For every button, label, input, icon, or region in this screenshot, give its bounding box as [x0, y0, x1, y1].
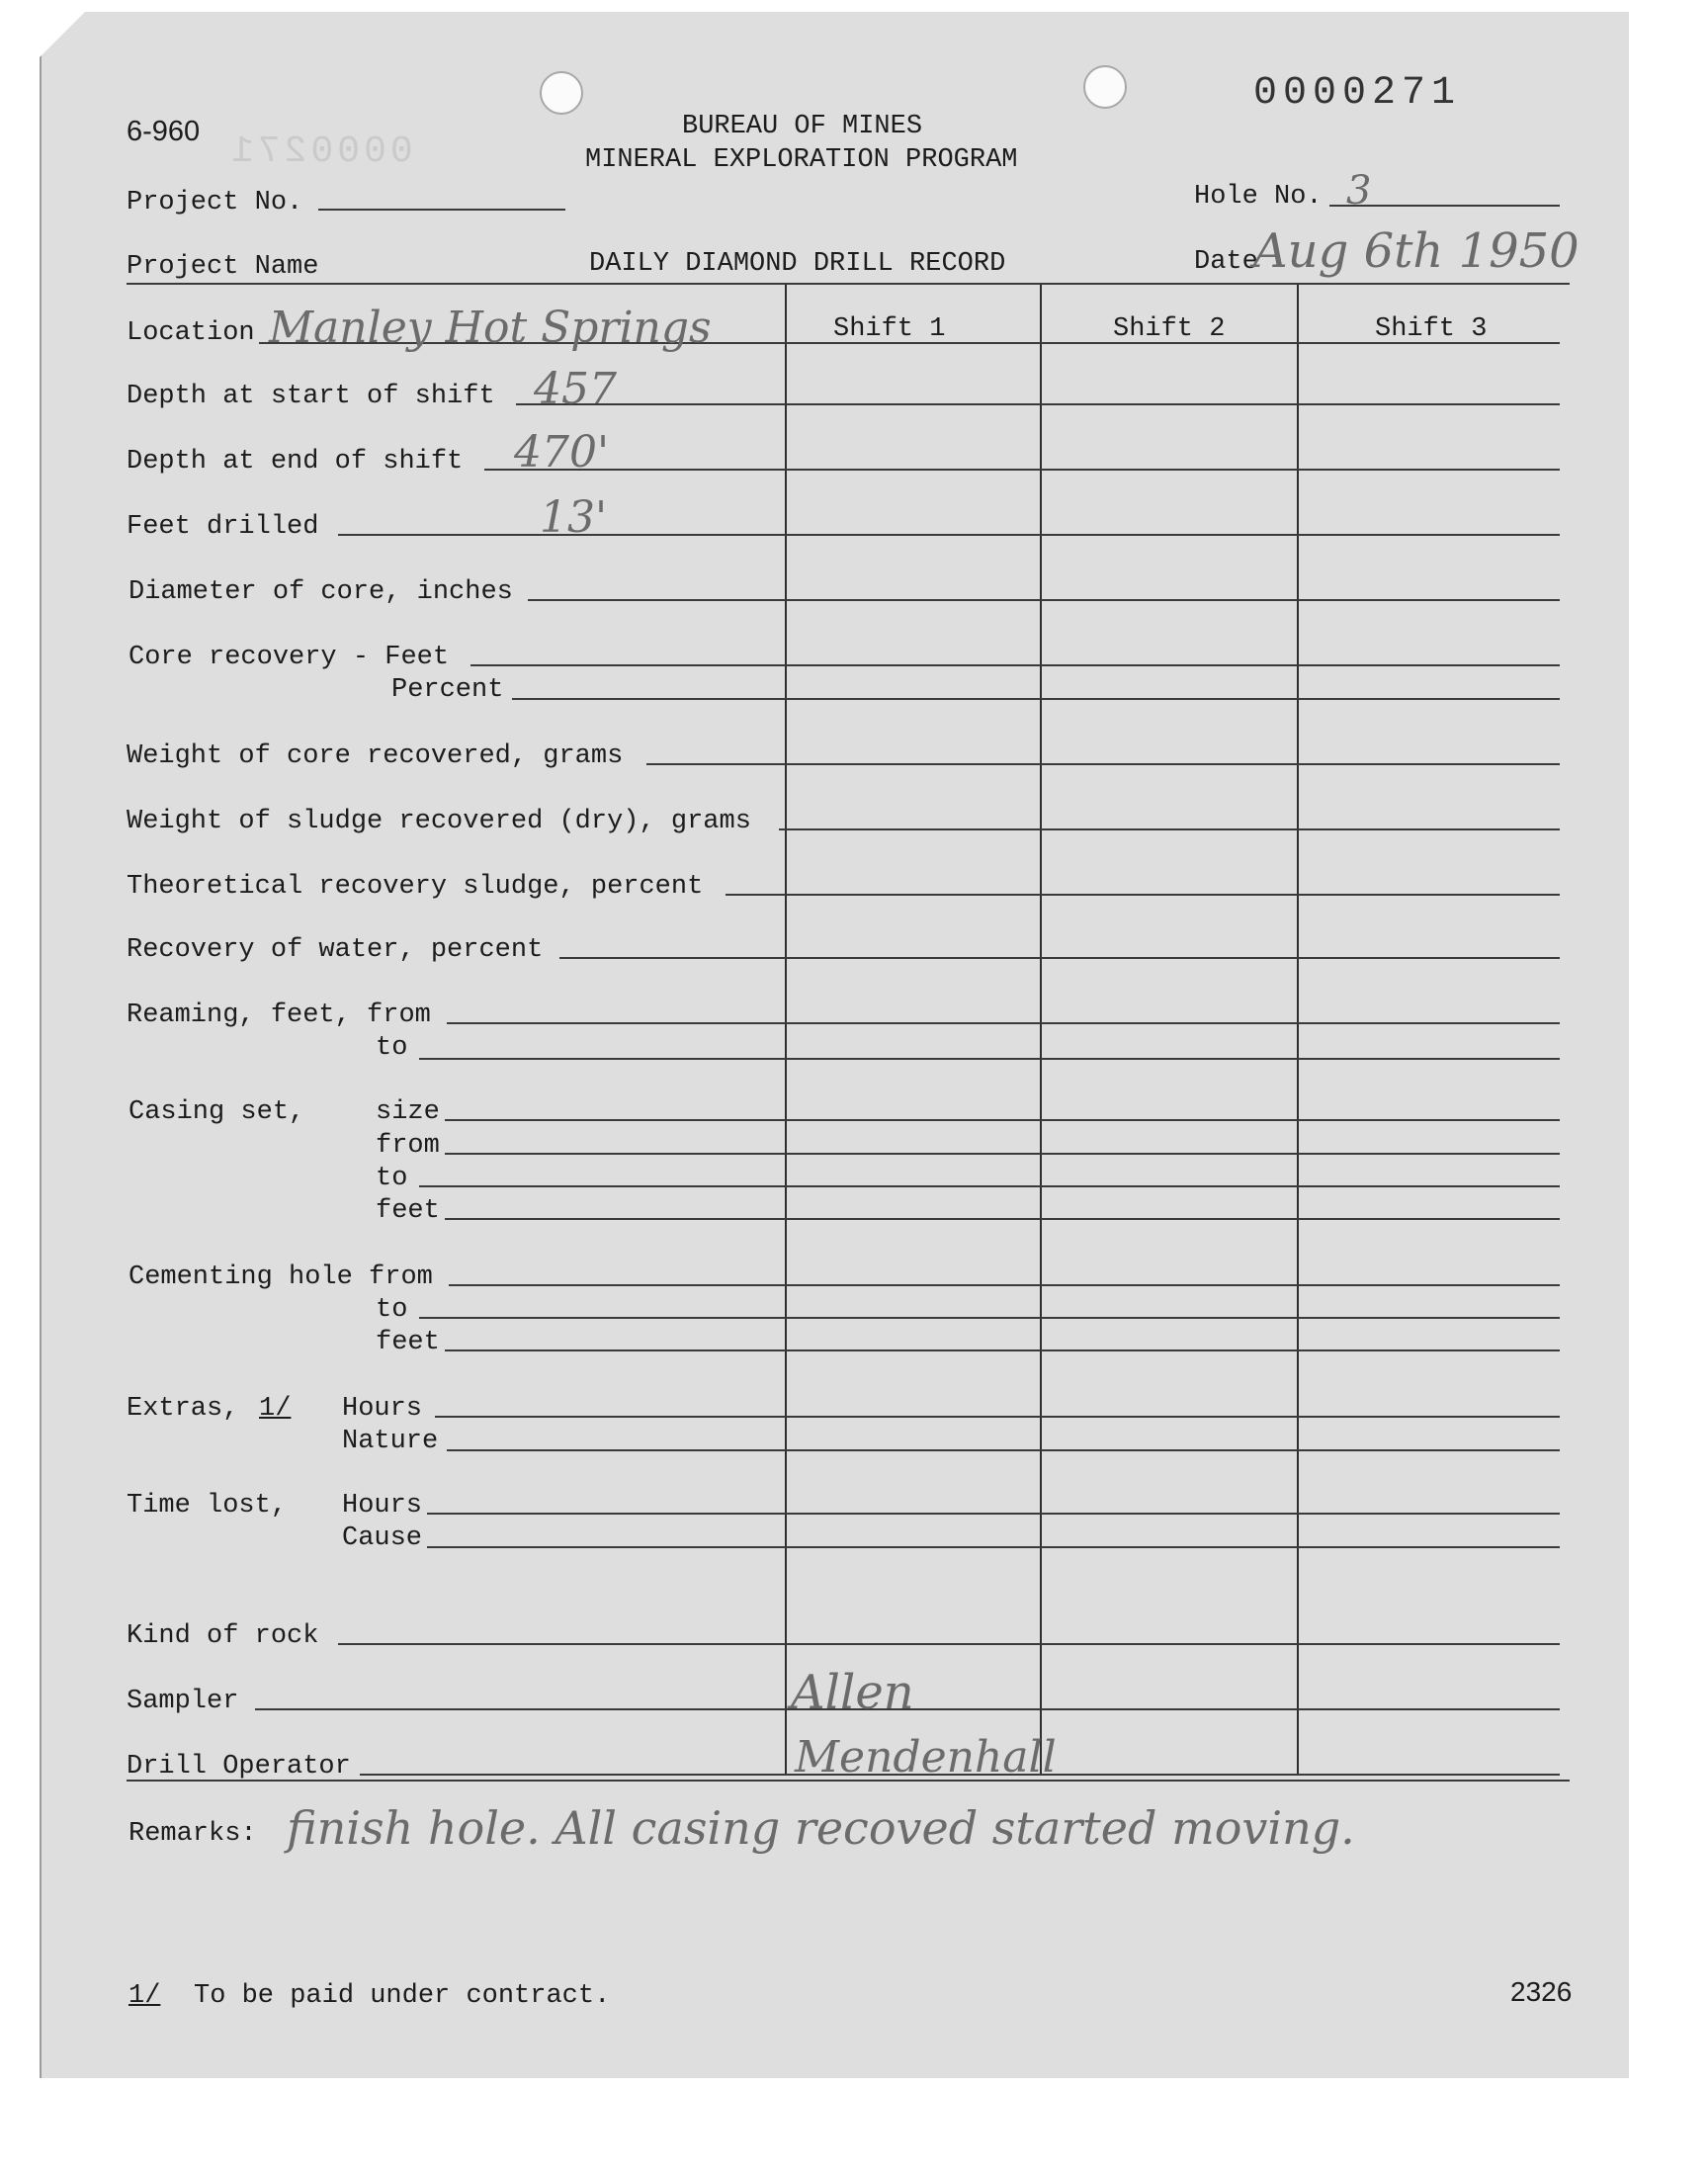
program-title: MINERAL EXPLORATION PROGRAM — [585, 145, 1018, 175]
depth-start-field[interactable] — [516, 403, 1560, 405]
casing-set-label: Casing set, — [128, 1097, 305, 1127]
reaming-to-field[interactable] — [419, 1058, 1560, 1060]
time-lost-hours-label: Hours — [342, 1491, 423, 1521]
reaming-from-field[interactable] — [447, 1022, 1560, 1024]
serial-number: 0000271 — [1253, 71, 1462, 116]
remarks-label: Remarks: — [128, 1819, 257, 1849]
column-divider-1 — [785, 285, 787, 1776]
punch-hole-left — [540, 71, 583, 115]
cementing-label: Cementing hole from — [128, 1262, 433, 1292]
cementing-feet-label: feet — [376, 1328, 440, 1357]
time-lost-cause-label: Cause — [342, 1523, 423, 1553]
weight-sludge-field[interactable] — [779, 828, 1560, 830]
time-lost-hours-field[interactable] — [427, 1513, 1560, 1515]
location-value: Manley Hot Springs — [269, 303, 712, 353]
footnote-mark: 1/ — [128, 1981, 161, 2011]
theoretical-field[interactable] — [726, 894, 1560, 896]
weight-sludge-label: Weight of sludge recovered (dry), grams — [127, 807, 751, 836]
remarks-value: finish hole. All casing recoved started moving. — [287, 1801, 1355, 1855]
casing-to-label: to — [376, 1164, 408, 1193]
extras-hours-label: Hours — [342, 1394, 423, 1424]
feet-drilled-field[interactable] — [338, 534, 1560, 536]
diameter-label: Diameter of core, inches — [128, 577, 513, 607]
page-number: 2326 — [1510, 1976, 1573, 2007]
casing-to-field[interactable] — [419, 1185, 1560, 1187]
cementing-to-field[interactable] — [419, 1317, 1560, 1319]
column-divider-3 — [1297, 285, 1299, 1776]
title-rule — [127, 283, 1570, 285]
core-recovery-percent-label: Percent — [391, 675, 504, 705]
extras-nature-label: Nature — [342, 1427, 439, 1456]
weight-core-label: Weight of core recovered, grams — [127, 741, 624, 771]
location-label: Location — [127, 318, 255, 348]
core-recovery-feet-field[interactable] — [470, 664, 1560, 666]
drill-operator-signature: Mendenhall — [795, 1732, 1057, 1783]
column-divider-2 — [1040, 285, 1042, 1776]
date-label: Date — [1194, 247, 1258, 277]
extras-footnote-mark: 1/ — [259, 1394, 292, 1424]
feet-drilled-label: Feet drilled — [127, 512, 319, 542]
reaming-label: Reaming, feet, from — [127, 1000, 431, 1030]
casing-size-label: size — [376, 1097, 440, 1127]
extras-label: Extras, — [127, 1394, 239, 1424]
bleed-through-number: 0000271 — [227, 130, 413, 173]
form-title: DAILY DIAMOND DRILL RECORD — [589, 249, 1006, 279]
casing-feet-field[interactable] — [445, 1218, 1560, 1220]
diameter-field[interactable] — [528, 599, 1560, 601]
kind-of-rock-label: Kind of rock — [127, 1621, 319, 1651]
drill-operator-label: Drill Operator — [127, 1752, 351, 1782]
time-lost-cause-field[interactable] — [427, 1546, 1560, 1548]
depth-end-value: 470' — [514, 427, 610, 478]
hole-no-label: Hole No. — [1194, 182, 1323, 212]
cementing-from-field[interactable] — [449, 1284, 1560, 1286]
core-recovery-percent-field[interactable] — [512, 698, 1560, 700]
sampler-signature: Allen — [791, 1665, 914, 1720]
extras-hours-field[interactable] — [435, 1416, 1560, 1418]
reaming-to-label: to — [376, 1033, 408, 1063]
depth-end-label: Depth at end of shift — [127, 447, 464, 477]
casing-size-field[interactable] — [445, 1119, 1560, 1121]
cementing-feet-field[interactable] — [445, 1349, 1560, 1351]
punch-hole-right — [1083, 65, 1127, 109]
depth-start-label: Depth at start of shift — [127, 382, 495, 411]
table-bottom-rule — [127, 1780, 1570, 1782]
shift-2-header: Shift 2 — [1113, 314, 1226, 344]
shift-1-header: Shift 1 — [833, 314, 946, 344]
footnote-text: To be paid under contract. — [194, 1981, 611, 2011]
weight-core-field[interactable] — [646, 763, 1560, 765]
core-recovery-label: Core recovery - Feet — [128, 643, 450, 672]
depth-start-value: 457 — [534, 364, 617, 414]
shift-3-header: Shift 3 — [1375, 314, 1488, 344]
depth-end-field[interactable] — [484, 469, 1560, 471]
casing-feet-label: feet — [376, 1196, 440, 1226]
project-no-field[interactable] — [318, 209, 565, 211]
sampler-label: Sampler — [127, 1687, 239, 1716]
time-lost-label: Time lost, — [127, 1491, 288, 1521]
project-no-label: Project No. — [127, 188, 303, 218]
hole-no-value: 3 — [1346, 168, 1372, 214]
kind-of-rock-field[interactable] — [338, 1643, 1560, 1645]
cementing-to-label: to — [376, 1295, 408, 1325]
date-value: Aug 6th 1950 — [1253, 223, 1580, 279]
feet-drilled-value: 13' — [540, 492, 608, 543]
theoretical-label: Theoretical recovery sludge, percent — [127, 872, 704, 902]
casing-from-field[interactable] — [445, 1153, 1560, 1155]
water-label: Recovery of water, percent — [127, 935, 544, 965]
agency-title: BUREAU OF MINES — [682, 112, 923, 141]
project-name-label: Project Name — [127, 252, 319, 282]
extras-nature-field[interactable] — [447, 1449, 1560, 1451]
casing-from-label: from — [376, 1131, 440, 1161]
form-number: 6-960 — [127, 116, 201, 147]
water-field[interactable] — [559, 957, 1560, 959]
